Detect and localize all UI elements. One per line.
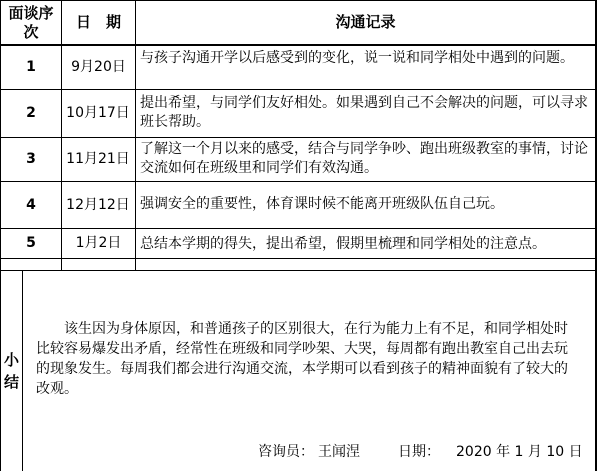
row-record: 总结本学期的得失，提出希望，假期里梳理和同学相处的注意点。 [140, 236, 546, 252]
row-divider [0, 258, 597, 259]
summary-date-value: 2020 年 1 月 10 日 [456, 444, 583, 460]
row-number: 3 [26, 151, 36, 167]
row-date: 10月17日 [66, 105, 130, 121]
summary-divider [22, 270, 23, 471]
row-date: 1月2日 [75, 235, 122, 251]
row-record: 与孩子沟通开学以后感受到的变化，说一说和同学相处中遇到的问题。 [140, 50, 574, 66]
header-session-number: 面谈序次 [8, 3, 54, 41]
row-record: 强调安全的重要性，体育课时候不能离开班级队伍自己玩。 [140, 196, 504, 212]
row-date: 12月12日 [66, 196, 130, 213]
summary-label: 小结 [4, 351, 20, 391]
row-number: 5 [26, 235, 36, 251]
summary-date-label: 日期： [398, 444, 440, 460]
header-communication-record: 沟通记录 [335, 13, 396, 31]
table-border-right [595, 0, 597, 471]
row-record: 提出希望，与同学们友好相处。如果遇到自己不会解决的问题，可以寻求班长帮助。 [140, 95, 588, 130]
row-number: 1 [26, 59, 36, 75]
row-number: 4 [26, 196, 36, 213]
summary-text: 该生因为身体原因，和普通孩子的区别很大，在行为能力上有不足，和同学相处时比较容易爆发出矛盾，经常性在班级和同学吵架、大哭，每周都有跑出教室自己出去玩的现象发生。每周我们都会进行沟通交流，本学期可以看到孩子的精神面貌有了较大的改观。 [36, 321, 568, 397]
row-date: 11月21日 [66, 151, 130, 167]
row-number: 2 [26, 105, 36, 121]
counselor-label: 咨询员： [258, 444, 314, 460]
counselor-name: 王闻涅 [318, 444, 360, 460]
row-record: 了解这一个月以来的感受，结合与同学争吵、跑出班级教室的事情，讨论交流如何在班级里和同学们有效沟通。 [140, 141, 588, 176]
row-divider [0, 270, 597, 271]
header-date: 日 期 [75, 13, 121, 31]
row-date: 9月20日 [71, 59, 126, 75]
